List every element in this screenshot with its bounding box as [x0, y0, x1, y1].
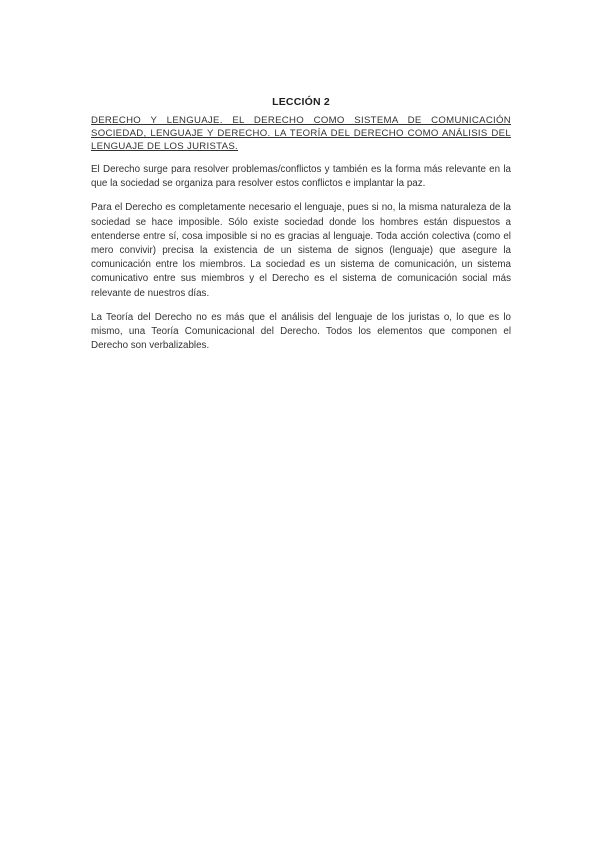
paragraph-1: El Derecho surge para resolver problemas/conflictos y también es la forma más relevante en la que la sociedad se organiza para resolver estos conflictos e implantar la paz.	[91, 164, 511, 190]
paragraph-3: La Teoría del Derecho no es más que el análisis del lenguaje de los juristas o, lo que es lo mismo, una Teoría Comunicacional del Derecho. Todos los elementos que componen el Derecho son verbalizables.	[91, 311, 511, 352]
lesson-title: LECCIÓN 2	[272, 96, 330, 108]
paragraph-2: Para el Derecho es completamente necesario el lenguaje, pues si no, la misma naturaleza de la sociedad se hace imposible. Sólo existe sociedad donde los hombres están dispuestos a entenderse entre sí, cosa imposible si no es gracias al lenguaje. Toda acción colectiva (como el mero convivir) precisa la existencia de un sistema de signos (lenguaje) que asegure la comunicación entre los miembros. La sociedad es un sistema de comunicación, un sistema comunicativo entre sus miembros y el Derecho es el sistema de comunicación social más relevante de nuestros días.	[91, 202, 511, 299]
lesson-subtitle: DERECHO Y LENGUAJE. EL DERECHO COMO SISTEMA DE COMUNICACIÓN SOCIEDAD, LENGUAJE Y DERECHO. LA TEORÍA DEL DERECHO COMO ANÁLISIS DEL LENGUAJE DE LOS JURISTAS.	[91, 115, 511, 152]
document-content	[91, 96, 511, 363]
